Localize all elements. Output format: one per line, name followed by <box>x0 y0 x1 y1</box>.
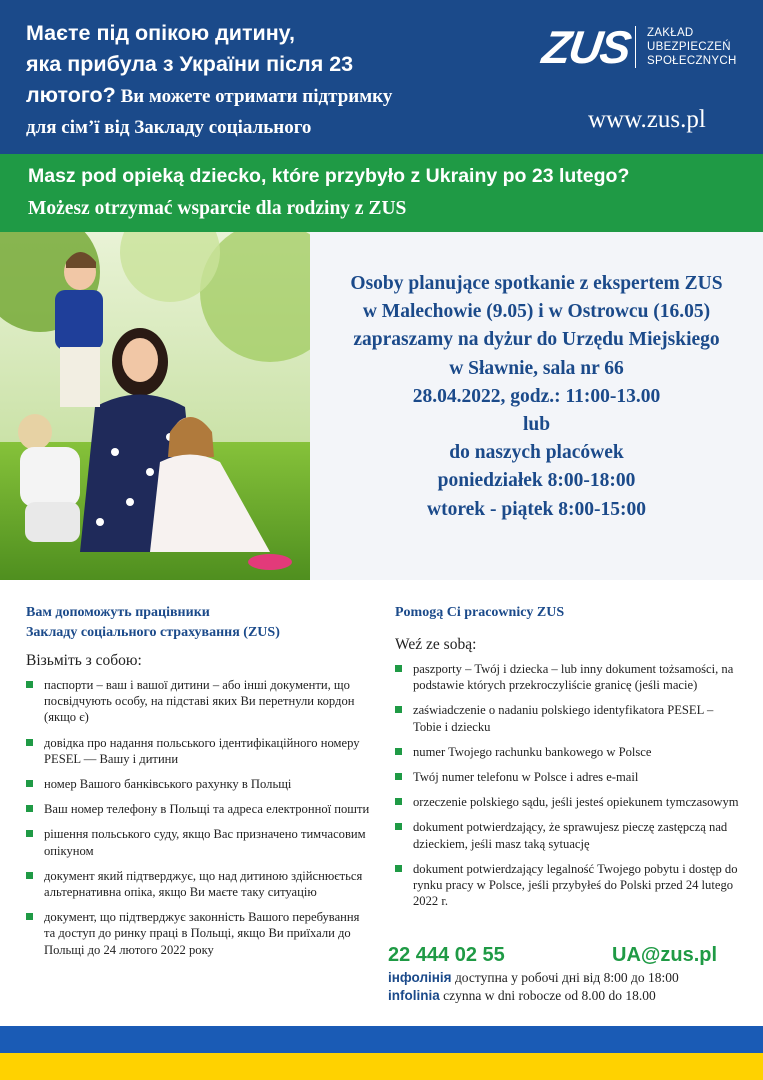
phone-number[interactable]: 22 444 02 55 <box>388 944 505 966</box>
header-line-4: для сім’ї від Закладу соціального <box>26 117 312 138</box>
list-item: numer Twojego rachunku bankowego w Polsce <box>395 744 740 760</box>
hotline-pl-text: czynna w dni robocze od 8.00 do 18.00 <box>439 988 656 1003</box>
info-panel <box>310 232 763 580</box>
info-line: Osoby planujące spotkanie z ekspertem ZUS <box>350 273 723 294</box>
list-item: dokument potwierdzający, że sprawujesz pieczę zastępczą nad dzieckiem, jeśli masz taką sytuację <box>395 819 740 851</box>
email-address[interactable]: UA@zus.pl <box>612 944 718 966</box>
polish-headline-band <box>0 154 763 232</box>
list-item: документ який підтверджує, що над дитиною здійснюється альтернативна опіка, якщо Ви маєте таку ситуацію <box>26 868 371 900</box>
header-ukrainian-text <box>26 18 496 143</box>
list-item: паспорти – ваш і вашої дитини – або інші документи, що посвідчують особу, на підставі яких Ви перетнули кордон (якщо є) <box>26 677 371 726</box>
zus-logo <box>539 21 743 78</box>
list-item: zaświadczenie o nadaniu polskiego identyfikatora PESEL – Tobie i dziecku <box>395 702 740 734</box>
band-line-1: Masz pod opieką dziecko, które przybyło z Ukrainy po 23 lutego? <box>28 165 630 187</box>
hotline-ua-label: інфолінія <box>388 970 452 985</box>
hotline-ua-text: доступна у робочі дні від 8:00 до 18:00 <box>451 970 679 985</box>
ukrainian-subtitle: Візьміть з собою: <box>26 652 142 669</box>
zus-logo-text <box>647 26 737 68</box>
logo-line-3: SPOŁECZNYCH <box>647 55 737 67</box>
family-photo <box>0 232 310 580</box>
ukrainian-title-line-1: Вам допоможуть працівники <box>26 605 210 620</box>
info-line: zapraszamy na dyżur do Urzędu Miejskiego <box>353 329 720 351</box>
list-item: orzeczenie polskiego sądu, jeśli jesteś opiekunem tymczasowym <box>395 794 740 810</box>
info-line: lub <box>522 414 551 436</box>
header-line-2: яка прибула з України після 23 <box>26 52 354 76</box>
list-item: Ваш номер телефону в Польщі та адреса електронної пошти <box>26 801 371 817</box>
info-line: w Sławnie, sala nr 66 <box>449 357 624 379</box>
logo-line-2: UBEZPIECZEŃ <box>647 41 731 53</box>
band-line-2: Możesz otrzymać wsparcie dla rodziny z ZUS <box>28 198 407 219</box>
flag-stripe-blue <box>0 1026 763 1053</box>
polish-column-title: Pomogą Ci pracownicy ZUS <box>395 605 565 620</box>
info-lines <box>310 270 763 524</box>
info-line: do naszych placówek <box>449 442 624 464</box>
list-item: рішення польського суду, якщо Вас призначено тимчасовим опікуном <box>26 826 371 858</box>
header-line-3b: Ви можете отримати підтримку <box>115 86 393 107</box>
ukrainian-documents-list <box>26 677 371 958</box>
ukrainian-title-line-2: Закладу соціального страхування (ZUS) <box>26 625 280 640</box>
family-photo-illustration <box>0 232 310 580</box>
ukrainian-column <box>26 603 371 967</box>
logo-divider <box>635 26 636 68</box>
hotline-pl-label: infolinia <box>388 988 440 1003</box>
flag-stripe-yellow <box>0 1053 763 1080</box>
list-item: номер Вашого банківського рахунку в Польщі <box>26 776 371 792</box>
header-line-1: Маєте під опікою дитину, <box>26 21 295 45</box>
info-line: wtorek - piątek 8:00-15:00 <box>427 498 646 520</box>
website-link[interactable]: www.zus.pl <box>588 106 706 133</box>
zus-logo-mark: ZUS <box>539 21 633 73</box>
hotline-polish <box>388 988 656 1004</box>
list-item: документ, що підтверджує законність Вашого перебування та доступ до ринку праці в Польщі, якщо Ви приїхали до Польщі до 24 лютого 2022 року <box>26 909 371 958</box>
header-banner <box>0 0 763 154</box>
polish-subtitle: Weź ze sobą: <box>395 636 477 653</box>
list-item: довідка про надання польського ідентифікаційного номеру PESEL — Вашу і дитини <box>26 735 371 767</box>
logo-line-1: ZAKŁAD <box>647 27 694 39</box>
info-line: poniedziałek 8:00-18:00 <box>437 470 636 492</box>
polish-documents-list <box>395 661 740 909</box>
hotline-ukrainian <box>388 970 679 986</box>
info-line: 28.04.2022, godz.: 11:00-13.00 <box>412 385 661 407</box>
header-line-3 <box>26 80 496 112</box>
list-item: dokument potwierdzający legalność Twojego pobytu i dostęp do rynku pracy w Polsce, jeśli przybyłeś do Polski przed 24 lutego 2022 r. <box>395 861 740 910</box>
polish-column <box>395 603 740 918</box>
list-item: Twój numer telefonu w Polsce i adres e-mail <box>395 769 740 785</box>
header-line-3a: лютого? <box>26 83 116 107</box>
info-line: w Malechowie (9.05) i w Ostrowcu (16.05) <box>362 301 711 323</box>
ukrainian-column-title <box>26 603 371 643</box>
list-item: paszporty – Twój i dziecka – lub inny dokument tożsamości, na podstawie których przekroczyliście granicę (jeśli macie) <box>395 661 740 693</box>
